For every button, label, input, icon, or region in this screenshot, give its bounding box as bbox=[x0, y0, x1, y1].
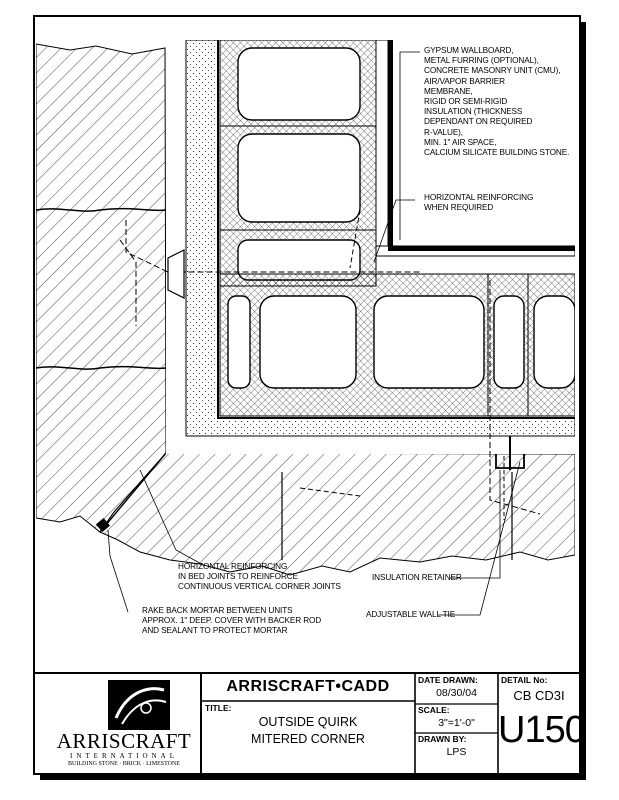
note-line: HORIZONTAL REINFORCING bbox=[424, 193, 534, 202]
note-line: AND SEALANT TO PROTECT MORTAR bbox=[142, 626, 288, 636]
cmu-cell-2 bbox=[238, 134, 360, 222]
title-label: TITLE: bbox=[205, 703, 232, 713]
note-line: RIGID OR SEMI-RIGID bbox=[424, 97, 508, 107]
gypsum-wallboard-return bbox=[388, 246, 575, 251]
scale-value: 3"=1'-0" bbox=[438, 717, 475, 729]
note-line: WHEN REQUIRED bbox=[424, 203, 494, 213]
logo-subtitle: INTERNATIONAL bbox=[70, 752, 178, 760]
note-line: APPROX. 1" DEEP. COVER WITH BACKER ROD bbox=[142, 616, 322, 626]
arriscraft-logo-icon bbox=[108, 680, 170, 730]
note-line: MIN. 1" AIR SPACE, bbox=[424, 137, 497, 147]
note-line: RAKE BACK MORTAR BETWEEN UNITS bbox=[142, 606, 293, 615]
note-line: GYPSUM WALLBOARD, bbox=[424, 46, 514, 55]
cmu-cell-1 bbox=[238, 48, 360, 120]
cmu-cell-5 bbox=[260, 296, 356, 388]
metal-furring bbox=[376, 40, 388, 246]
adjustable-wall-tie-note: ADJUSTABLE WALL TIE bbox=[366, 610, 456, 619]
note-line: CONCRETE MASONRY UNIT (CMU), bbox=[424, 66, 561, 76]
note-line: DEPENDANT ON REQUIRED bbox=[424, 117, 533, 127]
insulation-retainer-note: INSULATION RETAINER bbox=[372, 573, 462, 582]
cmu-cell-8 bbox=[534, 296, 575, 388]
company-cadd-heading: ARRISCRAFT•CADD bbox=[226, 678, 390, 695]
title-line: OUTSIDE QUIRK bbox=[258, 715, 358, 729]
drawn-by-label: DRAWN BY: bbox=[418, 734, 467, 744]
wall-tie-plate bbox=[168, 250, 184, 298]
scale-label: SCALE: bbox=[418, 705, 450, 715]
cmu-cell-7 bbox=[494, 296, 524, 388]
note-line: CONTINUOUS VERTICAL CORNER JOINTS bbox=[178, 582, 341, 592]
date-value: 08/30/04 bbox=[436, 687, 477, 699]
note-line: CALCIUM SILICATE BUILDING STONE. bbox=[424, 148, 570, 158]
detail-code: CB CD3I bbox=[513, 688, 565, 703]
logo-wordmark: ARRISCRAFT bbox=[56, 729, 192, 753]
horizontal-reinforcing-note bbox=[424, 193, 533, 213]
wall-layers-note bbox=[424, 46, 569, 158]
note-line: INSULATION (THICKNESS bbox=[424, 107, 523, 117]
cmu-cell-6 bbox=[374, 296, 484, 388]
bed-joint-reinforcing-note bbox=[178, 562, 341, 593]
note-line: METAL FURRING (OPTIONAL), bbox=[424, 56, 539, 66]
date-label: DATE DRAWN: bbox=[418, 675, 478, 685]
note-line: AIR/VAPOR BARRIER bbox=[424, 76, 505, 86]
note-line: HORIZONTAL REINFORCING bbox=[178, 562, 288, 571]
drawn-by-value: LPS bbox=[446, 746, 467, 758]
note-line: IN BED JOINTS TO REINFORCE bbox=[178, 572, 298, 582]
cmu-cell-4 bbox=[228, 296, 250, 388]
drawing-title bbox=[201, 714, 415, 748]
stone-veneer-left bbox=[36, 44, 166, 532]
title-line: MITERED CORNER bbox=[251, 732, 365, 746]
note-line: R-VALUE), bbox=[424, 127, 463, 137]
rake-back-mortar-note bbox=[142, 606, 321, 637]
detail-label: DETAIL No: bbox=[501, 675, 548, 685]
logo-tagline: BUILDING STONE · BRICK · LIMESTONE bbox=[68, 761, 180, 767]
detail-number: U150 bbox=[498, 709, 585, 751]
note-line: MEMBRANE, bbox=[424, 86, 473, 96]
